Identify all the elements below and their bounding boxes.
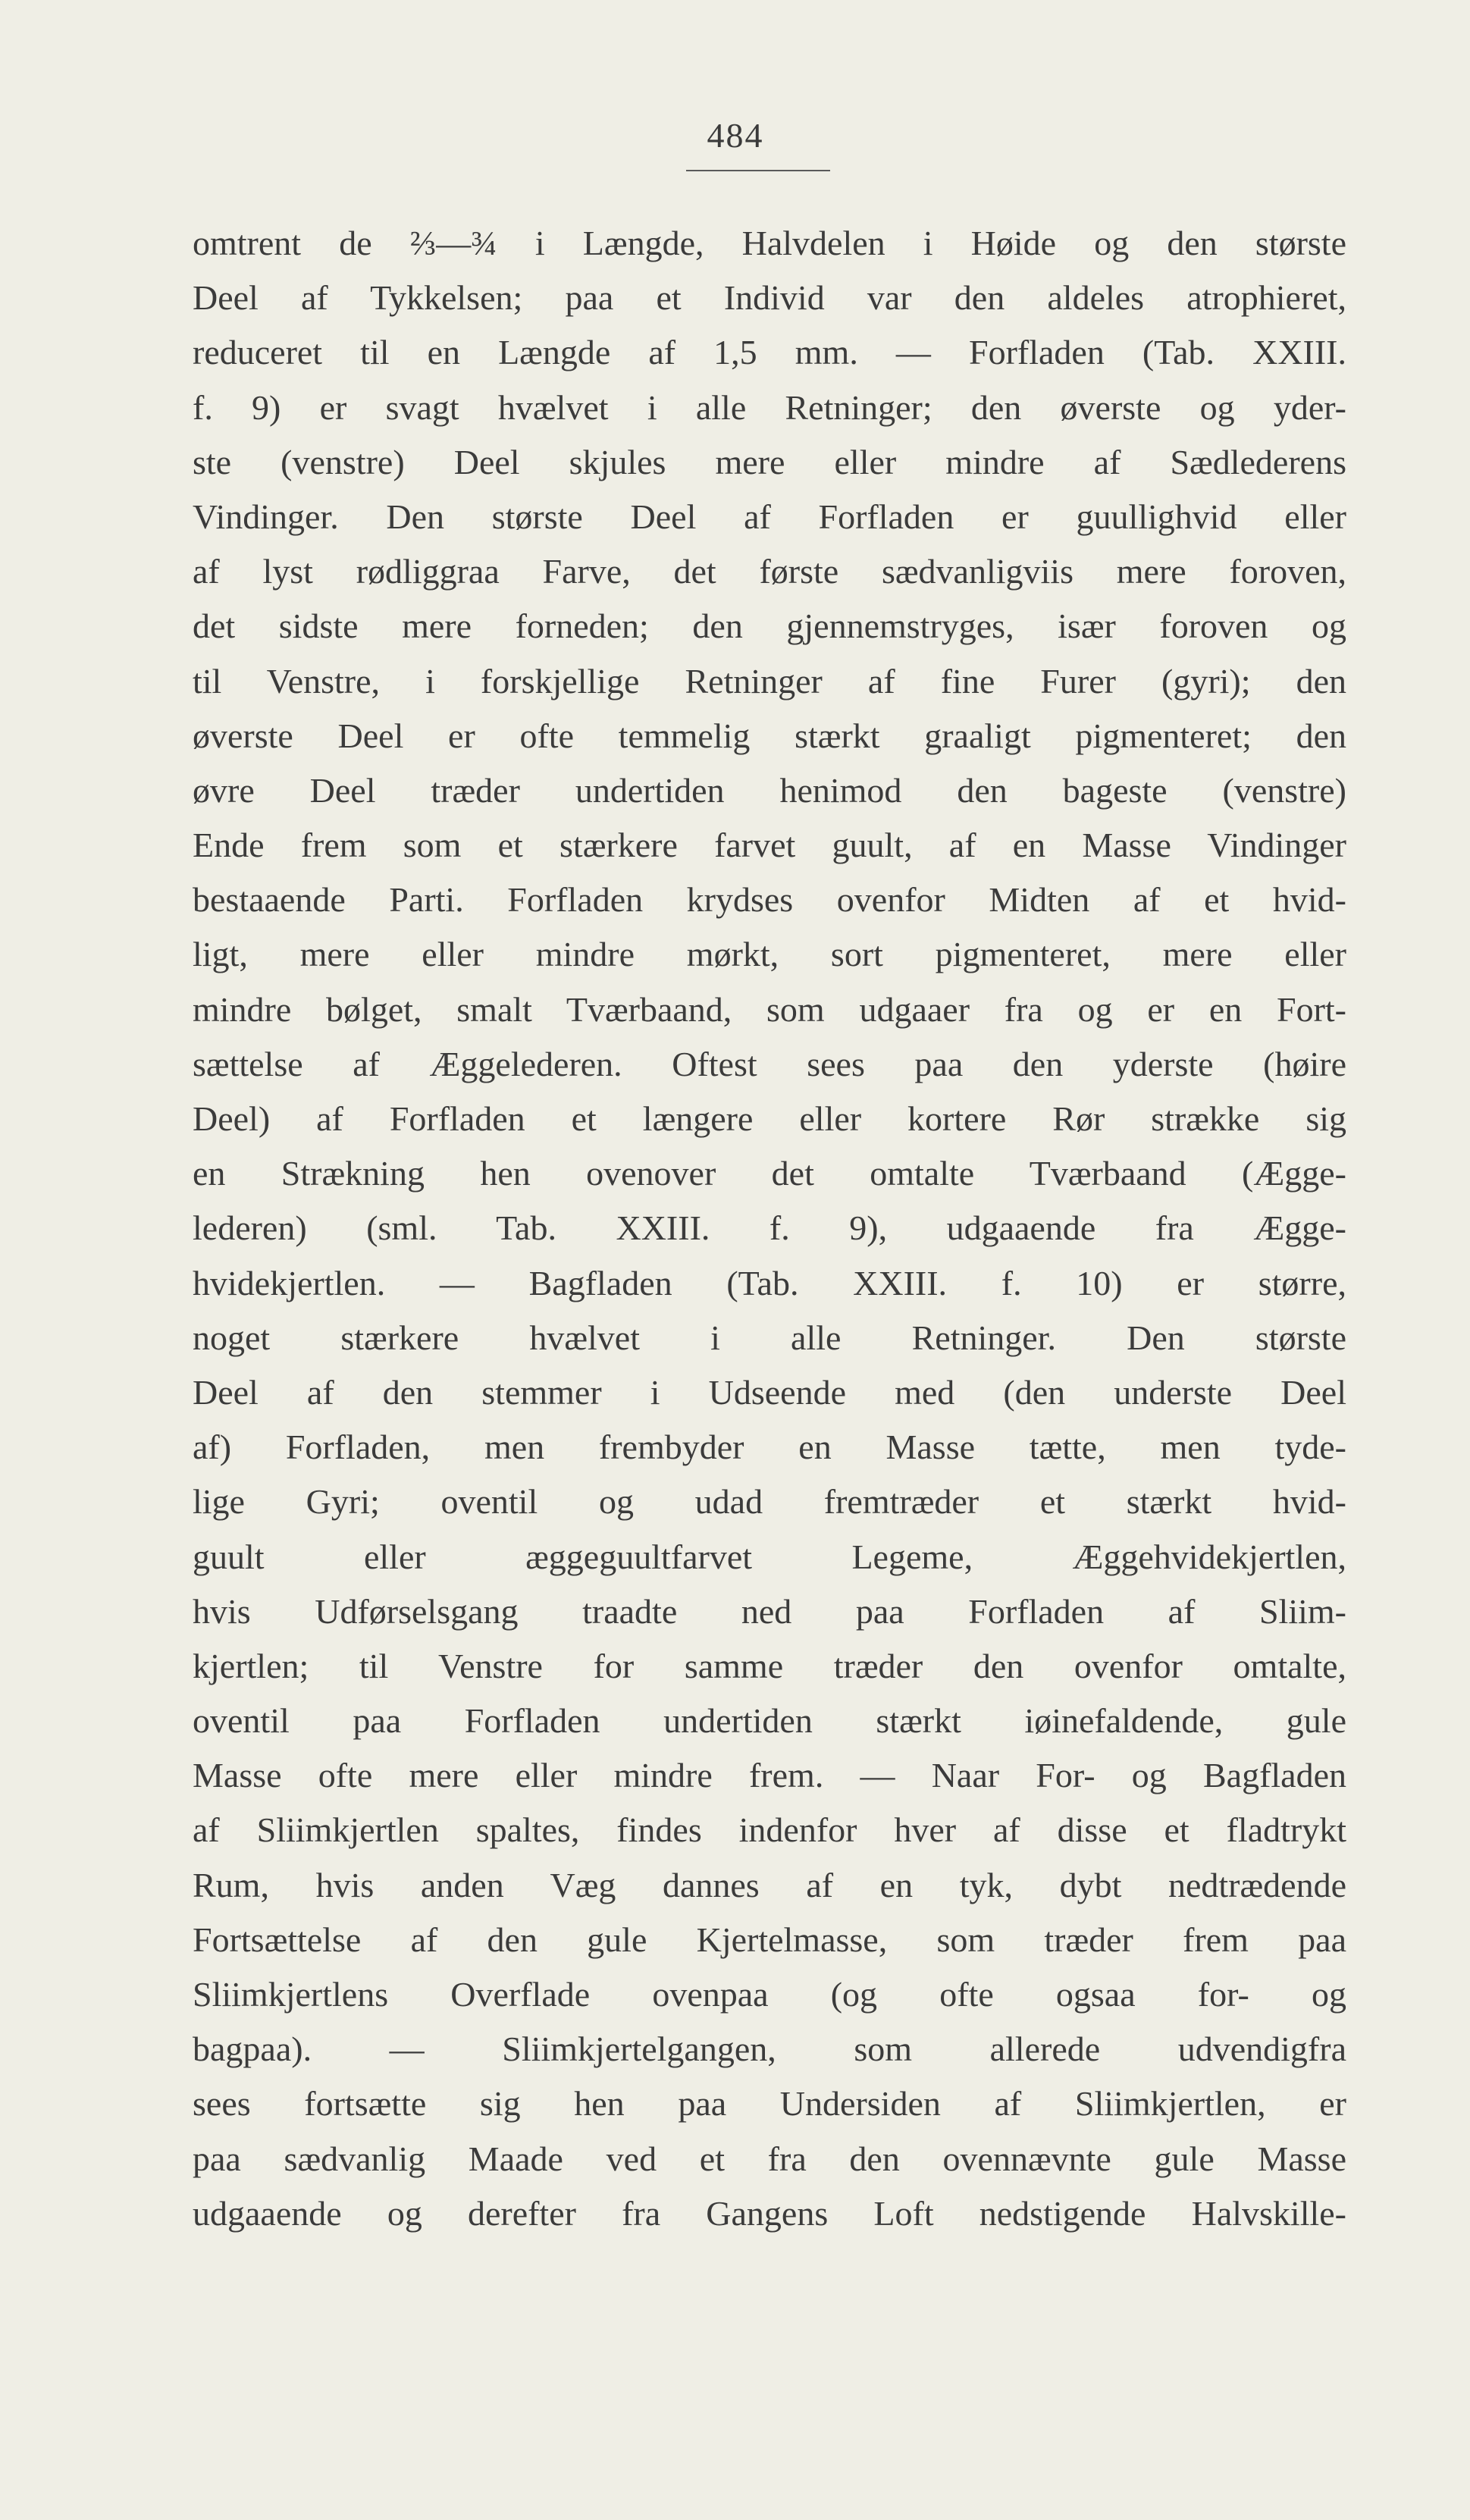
text-line: sees fortsætte sig hen paa Undersiden af Sliimkjertlen, er bbox=[193, 2084, 1346, 2124]
text-line: Vindinger. Den største Deel af Forfladen er guullighvid eller bbox=[193, 497, 1346, 536]
text-line: ligt, mere eller mindre mørkt, sort pigmenteret, mere eller bbox=[193, 935, 1346, 974]
text-line: udgaaende og derefter fra Gangens Loft nedstigende Halvskille- bbox=[193, 2193, 1346, 2233]
text-line: kjertlen; til Venstre for samme træder den ovenfor omtalte, bbox=[193, 1646, 1346, 1685]
text-line: det sidste mere forneden; den gjennemstryges, især foroven og bbox=[193, 606, 1346, 646]
text-line: hvis Udførselsgang traadte ned paa Forfladen af Sliim- bbox=[193, 1591, 1346, 1631]
text-line: Deel af den stemmer i Udseende med (den underste Deel bbox=[193, 1372, 1346, 1412]
text-line: f. 9) er svagt hvælvet i alle Retninger; den øverste og yder- bbox=[193, 387, 1346, 427]
text-line: Masse ofte mere eller mindre frem. — Naar For- og Bagfladen bbox=[193, 1756, 1346, 1795]
text-line: af Sliimkjertlen spaltes, findes indenfor hver af disse et fladtrykt bbox=[193, 1810, 1346, 1850]
text-line: noget stærkere hvælvet i alle Retninger. Den største bbox=[193, 1318, 1346, 1357]
body-text bbox=[193, 216, 1346, 2241]
text-line: bestaaende Parti. Forfladen krydses ovenfor Midten af et hvid- bbox=[193, 880, 1346, 920]
text-line: Ende frem som et stærkere farvet guult, af en Masse Vindinger bbox=[193, 826, 1346, 865]
page-number-rule bbox=[686, 170, 830, 171]
text-line: øverste Deel er ofte temmelig stærkt graaligt pigmenteret; den bbox=[193, 716, 1346, 755]
text-line: Deel) af Forfladen et længere eller kortere Rør strække sig bbox=[193, 1099, 1346, 1138]
text-line: ste (venstre) Deel skjules mere eller mindre af Sædlederens bbox=[193, 442, 1346, 481]
text-line: en Strækning hen ovenover det omtalte Tværbaand (Ægge- bbox=[193, 1154, 1346, 1193]
text-line: Sliimkjertlens Overflade ovenpaa (og ofte ogsaa for- og bbox=[193, 1975, 1346, 2014]
text-line: bagpaa). — Sliimkjertelgangen, som allerede udvendigfra bbox=[193, 2029, 1346, 2069]
text-line: Deel af Tykkelsen; paa et Individ var den aldeles atrophieret, bbox=[193, 278, 1346, 318]
text-line: lige Gyri; oventil og udad fremtræder et stærkt hvid- bbox=[193, 1482, 1346, 1522]
text-line: oventil paa Forfladen undertiden stærkt iøinefaldende, gule bbox=[193, 1701, 1346, 1741]
text-line: guult eller æggeguultfarvet Legeme, Æggehvidekjertlen, bbox=[193, 1537, 1346, 1576]
text-line: lederen) (sml. Tab. XXIII. f. 9), udgaaende fra Ægge- bbox=[193, 1208, 1346, 1248]
text-line: reduceret til en Længde af 1,5 mm. — Forfladen (Tab. XXIII. bbox=[193, 333, 1346, 372]
text-line: øvre Deel træder undertiden henimod den bageste (venstre) bbox=[193, 770, 1346, 810]
text-line: til Venstre, i forskjellige Retninger af fine Furer (gyri); den bbox=[193, 661, 1346, 701]
text-line: Rum, hvis anden Væg dannes af en tyk, dybt nedtrædende bbox=[193, 1865, 1346, 1904]
text-line: sættelse af Æggelederen. Oftest sees paa den yderste (høire bbox=[193, 1044, 1346, 1083]
page-number: 484 bbox=[707, 116, 764, 155]
text-line: hvidekjertlen. — Bagfladen (Tab. XXIII. f. 10) er større, bbox=[193, 1263, 1346, 1302]
text-line: mindre bølget, smalt Tværbaand, som udgaaer fra og er en Fort- bbox=[193, 989, 1346, 1029]
text-line: paa sædvanlig Maade ved et fra den ovennævnte gule Masse bbox=[193, 2139, 1346, 2178]
text-line: af lyst rødliggraa Farve, det første sædvanligviis mere foroven, bbox=[193, 552, 1346, 591]
text-line: omtrent de ⅔—¾ i Længde, Halvdelen i Høide og den største bbox=[193, 224, 1346, 262]
text-line: Fortsættelse af den gule Kjertelmasse, som træder frem paa bbox=[193, 1920, 1346, 1959]
text-line: af) Forfladen, men frembyder en Masse tætte, men tyde- bbox=[193, 1428, 1346, 1467]
